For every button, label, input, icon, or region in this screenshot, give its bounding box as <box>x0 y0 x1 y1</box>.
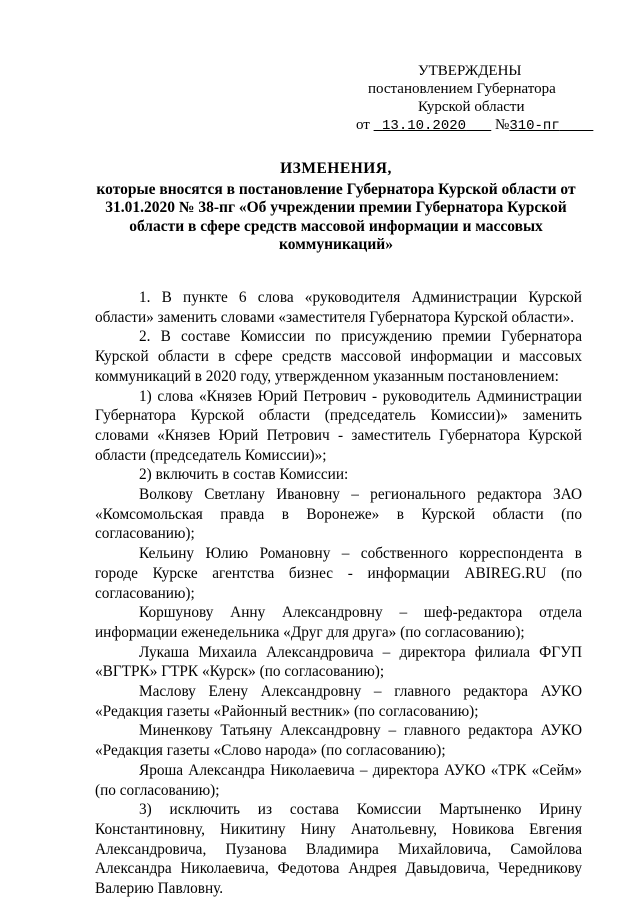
paragraph: Коршунову Анну Александровну – шеф-редактора отдела информации еженедельника «Друг для друга» (по согласованию); <box>95 604 582 641</box>
document-title <box>96 160 576 255</box>
paragraph: 2. В составе Комиссии по присуждению премии Губернатора Курской области в сфере средств массовой информации и массовых коммуникаций в 2020 году, утвержденном указанным постановлением: <box>95 328 582 385</box>
approval-date-line <box>356 116 616 135</box>
title-heading: ИЗМЕНЕНИЯ, <box>280 160 392 177</box>
paragraph: 2) включить в состав Комиссии: <box>139 466 349 484</box>
paragraph: Маслову Елену Александровну – главного редактора АУКО «Редакция газеты «Районный вестник» (по согласованию); <box>95 683 582 720</box>
approval-line-decree: постановлением Губернатора <box>368 81 556 97</box>
decree-date: 13.10.2020 <box>382 118 467 134</box>
approval-heading: УТВЕРЖДЕНЫ <box>418 63 522 79</box>
paragraph: 1. В пункте 6 слова «руководителя Администрации Курской области» заменить словами «заместителя Губернатора Курской области». <box>95 289 582 326</box>
number-prefix: № <box>495 117 510 133</box>
title-subtitle: которые вносятся в постановление Губернатора Курской области от 31.01.2020 № 38-пг «Об учреждении премии Губернатора Курской области в сфере средств массовой информации и массовых коммуникаций» <box>96 180 576 253</box>
paragraph: 1) слова «Князев Юрий Петрович - руководитель Администрации Губернатора Курской области (председатель Комиссии)» заменить словами «Князев Юрий Петрович - заместитель Губернатора Курской области (председатель Комиссии)»; <box>95 387 582 464</box>
paragraph: Волкову Светлану Ивановну – регионального редактора ЗАО «Комсомольская правда в Воронеже» в Курской области (по согласованию); <box>95 486 582 543</box>
approval-line-region: Курской области <box>418 99 525 115</box>
approval-stamp <box>356 62 616 135</box>
paragraph: Миненкову Татьяну Александровну – главного редактора АУКО «Редакция газеты «Слово народа» (по согласованию); <box>95 722 582 760</box>
paragraph: 3) исключить из состава Комиссии Мартыненко Ирину Константиновну, Никитину Нину Анатольевну, Новикова Евгения Александровича, Пузанова Владимира Михайловича, Самойлова Александра Николаевича, Федотова Андрея Давыдовича, Чередникову Валерию Павловну. <box>95 801 582 898</box>
paragraph: Лукаша Михаила Александровича – директора филиала ФГУП «ВГТРК» ГТРК «Курск» (по согласованию); <box>95 643 582 681</box>
paragraph: Кельину Юлию Романовну – собственного корреспондента в городе Курске агентства бизнес - информации ABIREG.RU (по согласованию); <box>95 545 582 602</box>
date-prefix: от <box>356 117 370 133</box>
document-body <box>95 288 582 899</box>
decree-number: 310-пг <box>509 118 560 134</box>
paragraph: Яроша Александра Николаевича – директора АУКО «ТРК «Сейм» (по согласованию); <box>95 761 582 799</box>
